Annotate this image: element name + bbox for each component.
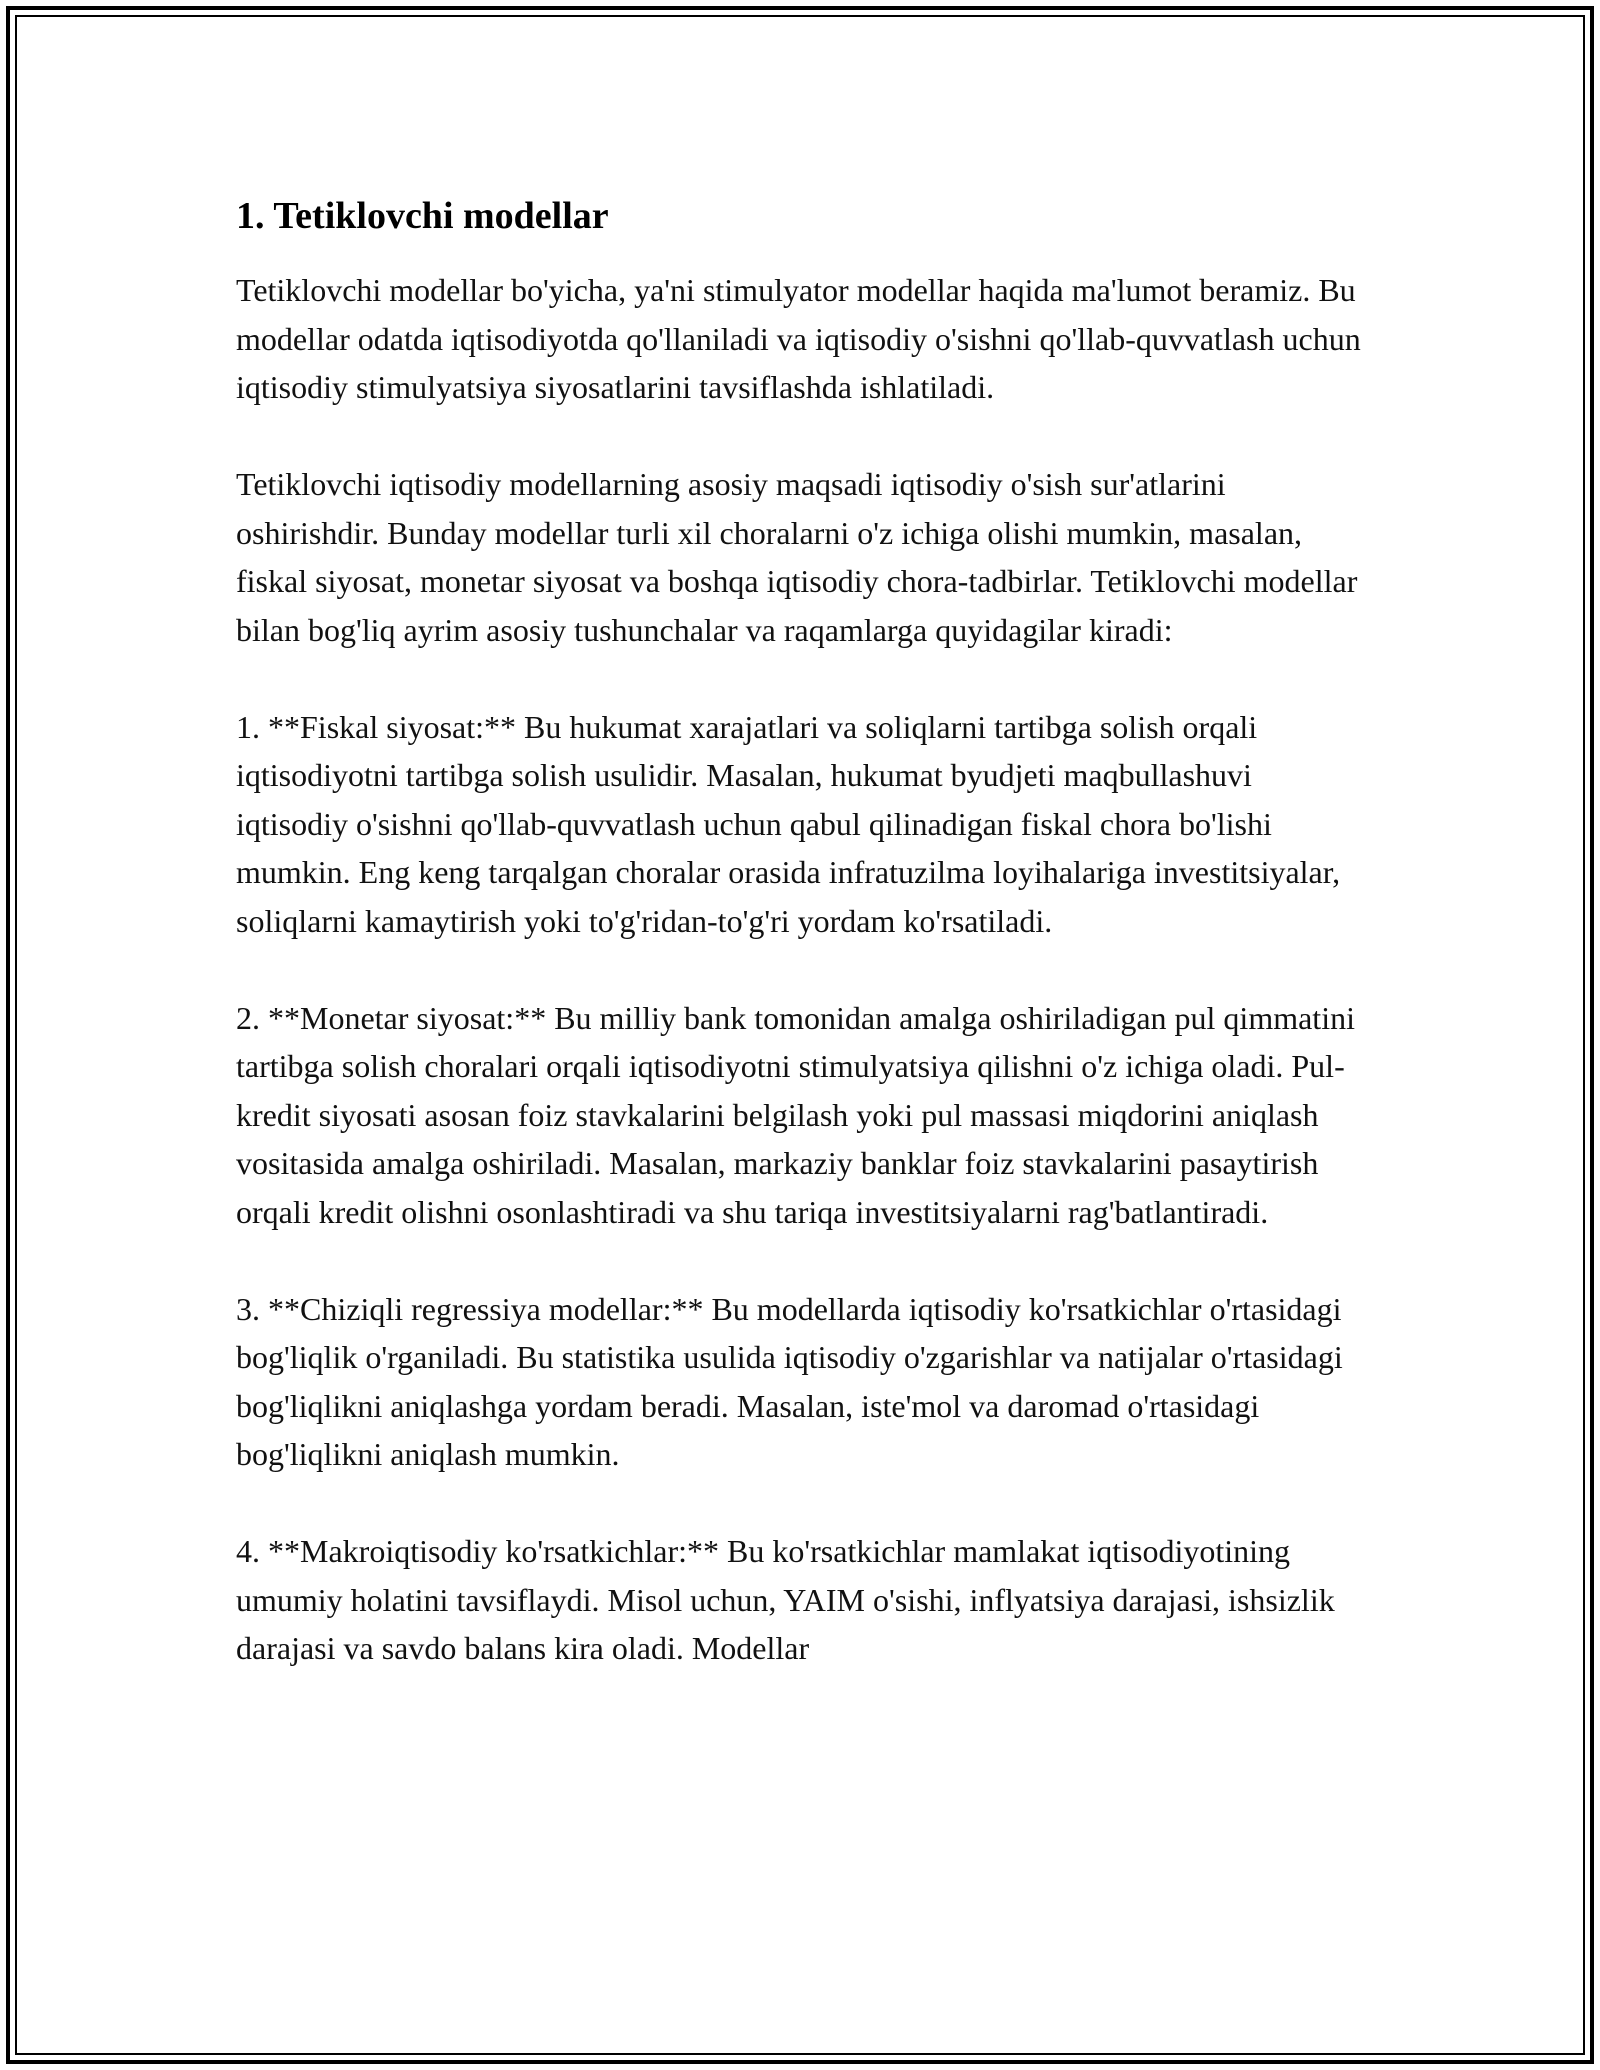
paragraph-goal: Tetiklovchi iqtisodiy modellarning asosiy maqsadi iqtisodiy o'sish sur'atlarini oshirishdir. Bunday modellar turli xil choralarni o'z ichiga olishi mumkin, masalan, fiskal siyosat, monetar siyosat va boshqa iqtisodiy chora-tadbirlar. Tetiklovchi modellar bilan bog'liq ayrim asosiy tushunchalar va raqamlarga quyidagilar kiradi: — [236, 466, 1358, 648]
list-item-fiscal-policy: 1. **Fiskal siyosat:** Bu hukumat xarajatlari va soliqlarni tartibga solish orqali iqtisodiyotni tartibga solish usulidir. Masalan, hukumat byudjeti maqbullashuvi iqtisodiy o'sishni qo'llab-quvvatlash uchun qabul qilinadigan fiskal chora bo'lishi mumkin. Eng keng tarqalgan choralar orasida infratuzilma loyihalariga investitsiyalar, soliqlarni kamaytirish yoki to'g'ridan-to'g'ri yordam ko'rsatiladi. — [236, 708, 1341, 939]
section-heading: 1. Tetiklovchi modellar — [236, 195, 609, 237]
document-body — [236, 180, 1366, 1721]
list-item-monetary-policy: 2. **Monetar siyosat:** Bu milliy bank tomonidan amalga oshiriladigan pul qimmatini tartibga solish choralari orqali iqtisodiyotni stimulyatsiya qilishni o'z ichiga oladi. Pul-kredit siyosati asosan foiz stavkalarini belgilash yoki pul massasi miqdorini aniqlash vositasida amalga oshiriladi. Masalan, markaziy banklar foiz stavkalarini pasaytirish orqali kredit olishni osonlashtiradi va shu tariqa investitsiyalarni rag'batlantiradi. — [236, 999, 1355, 1230]
list-item-macro-indicators: 4. **Makroiqtisodiy ko'rsatkichlar:** Bu ko'rsatkichlar mamlakat iqtisodiyotining umumiy holatini tavsiflaydi. Misol uchun, YAIM o'sishi, inflyatsiya darajasi, ishsizlik darajasi va savdo balans kira oladi. Modellar — [236, 1533, 1335, 1666]
paragraph-intro: Tetiklovchi modellar bo'yicha, ya'ni stimulyator modellar haqida ma'lumot beramiz. Bu modellar odatda iqtisodiyotda qo'llaniladi va iqtisodiy o'sishni qo'llab-quvvatlash uchun iqtisodiy stimulyatsiya siyosatlarini tavsiflashda ishlatiladi. — [236, 272, 1361, 405]
list-item-linear-regression: 3. **Chiziqli regressiya modellar:** Bu modellarda iqtisodiy ko'rsatkichlar o'rtasidagi bog'liqlik o'rganiladi. Bu statistika usulida iqtisodiy o'zgarishlar va natijalar o'rtasidagi bog'liqlikni aniqlashga yordam beradi. Masalan, iste'mol va daromad o'rtasidagi bog'liqlikni aniqlash mumkin. — [236, 1290, 1343, 1472]
